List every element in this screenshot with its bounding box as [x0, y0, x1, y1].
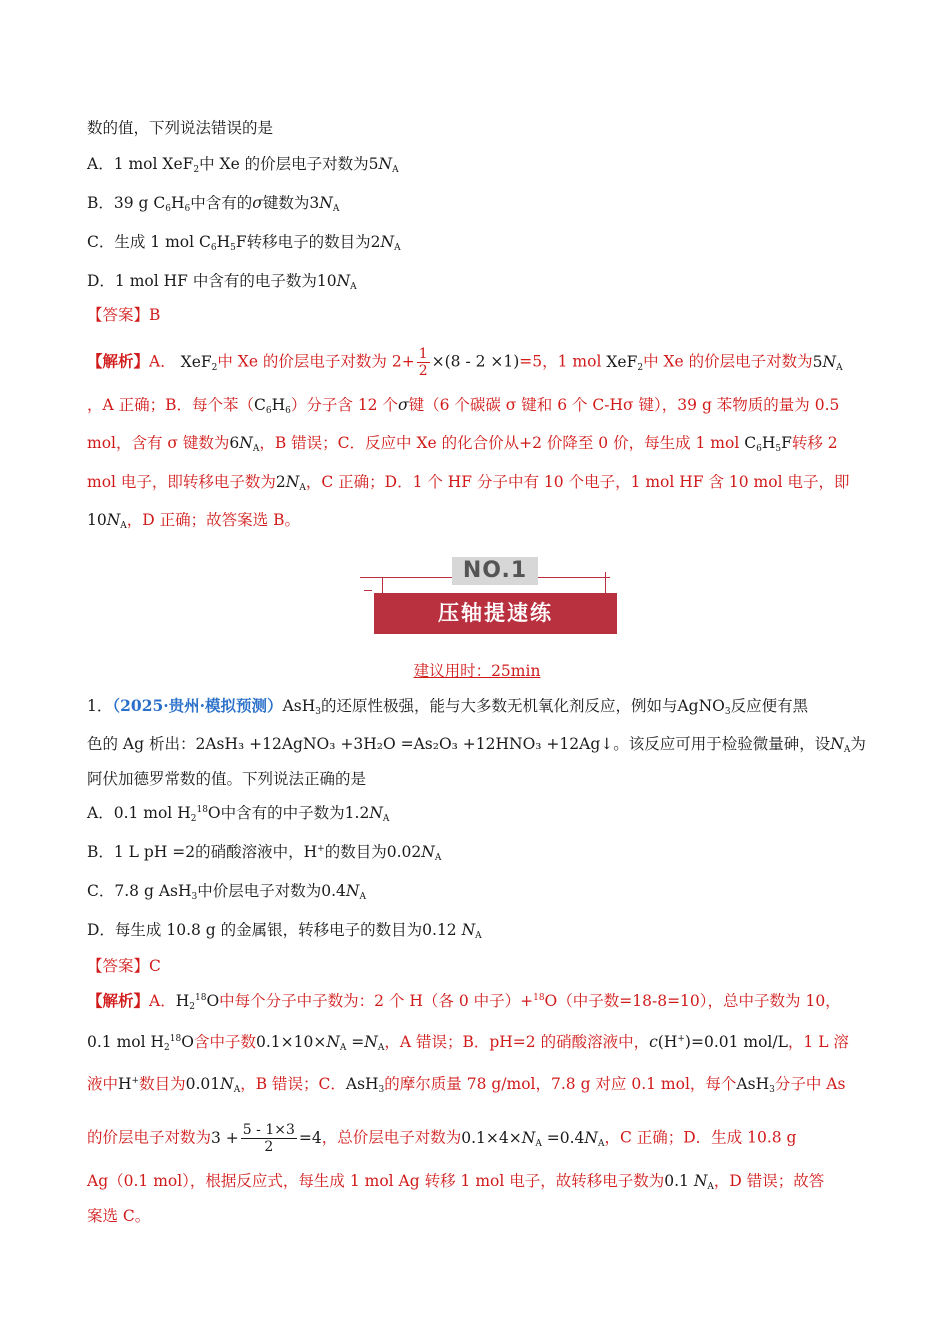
option-d: D．1 mol HF 中含有的电子数为$10N_A$ [87, 272, 357, 292]
q1-line-2: 色的 Ag 析出：2AsH₃ +12AgNO₃ +3H₂O =As₂O₃ +12HNO₃ +12Ag↓。该反应可用于检验微量砷，设$N_A$为 [87, 735, 866, 755]
q1-option-b: B．1 L pH =2的硝酸溶液中，H+的数目为$0.02N_A$ [87, 843, 442, 863]
q1-analysis-line-1: 【解析】A．$H_2^{18}O$中每个分子中子数为：2 个 H（各 0 中子）+$^{18}$O（中子数=18-8=10），总中子数为 10， [87, 991, 841, 1012]
suggested-time: 建议用时：25min [413, 662, 541, 680]
question-stem-tail: 数的值，下列说法错误的是 [87, 119, 274, 137]
option-b: B．39 g $C_6H_6$中含有的σ键数为$3N_A$ [87, 194, 340, 214]
q1-analysis-line-6: 案选 C。 [87, 1207, 151, 1225]
section-badge [360, 555, 620, 637]
badge-title: 压轴提速练 [374, 593, 617, 634]
badge-number: NO.1 [452, 557, 538, 585]
q1-line-1: 1．（2025·贵州·模拟预测）AsH$_3$的还原性极强，能与大多数无机氧化剂反应，例如与AgNO$_3$反应便有黑 [87, 696, 809, 717]
option-a: A．1 mol XeF$_2$中 Xe 的价层电子对数为$5N_A$ [87, 155, 399, 175]
fraction: $\frac{1}{2}$ [418, 346, 428, 379]
answer-line: 【答案】B [87, 306, 161, 324]
analysis-line-5: $10N_A$，D 正确；故答案选 B。 [87, 511, 300, 531]
q1-analysis-line-3: 液中H+数目为$0.01N_A$，B 错误；C．AsH$_3$的摩尔质量 78 g/mol，7.8 g 对应 0.1 mol，每个AsH$_3$分子中 As [87, 1075, 846, 1095]
analysis-line-4: mol 电子，即转移电子数为$2N_A$，C 正确；D．1 个 HF 分子中有 10 个电子，1 mol HF 含 10 mol 电子，即 [87, 473, 850, 493]
q1-analysis-line-2: 0.1 mol $H_2^{18}O$含中子数$0.1\times 10\times N_A =N_A$，A 错误；B．pH=2 的硝酸溶液中，c(H+)=0.01 mol/L，1 L 溶 [87, 1033, 849, 1053]
reaction-equation: 2AsH₃ +12AgNO₃ +3H₂O =As₂O₃ +12HNO₃ +12Ag↓ [195, 735, 614, 753]
q1-option-d: D．每生成 10.8 g 的金属银，转移电子的数目为0.12 $N_A$ [87, 921, 482, 941]
analysis-line-2: ，A 正确；B．每个苯$(C_6H_6)$分子含 12 个σ键（6 个碳碳 σ 键和 6 个 C-Hσ 键），39 g 苯物质的量为 0.5 [87, 396, 840, 416]
question-source: （2025·贵州·模拟预测） [112, 696, 283, 715]
q1-option-a: A．0.1 mol $H_2^{18}O$中含有的中子数为$1.2N_A$ [87, 804, 390, 824]
analysis-line-3: mol，含有 σ 键数为$6N_A$，B 错误；C．反应中 Xe 的化合价从+2 价降至 0 价，每生成 1 mol $C_6H_5F$转移 2 [87, 434, 838, 454]
q1-analysis-line-5: Ag（0.1 mol），根据反应式，每生成 1 mol Ag 转移 1 mol 电子，故转移电子数为0.1 $N_A$，D 错误；故答 [87, 1172, 825, 1192]
q1-answer: 【答案】C [87, 957, 161, 975]
analysis-line-1: 【解析】A． XeF$_2$中 Xe 的价层电子对数为 2+ $\frac{1}{2}$ ×(8 - 2 ×1)=5，1 mol XeF$_2$中 Xe 的价层电子对数为$5N_A$ [87, 346, 843, 379]
q1-line-3: 阿伏加德罗常数的值。下列说法正确的是 [87, 770, 367, 788]
q1-option-c: C．7.8 g AsH$_3$中价层电子对数为$0.4N_A$ [87, 882, 366, 902]
q1-analysis-line-4: 的价层电子对数为3 + $\frac{5 - 1\times 3}{2}$ =4，总价层电子对数为$0.1\times 4\times N_A =0.4N_A$，C 正确；D．生成 10.8 g [87, 1122, 797, 1155]
option-c: C．生成 1 mol $C_6H_5F$转移电子的数目为$2N_A$ [87, 233, 401, 253]
